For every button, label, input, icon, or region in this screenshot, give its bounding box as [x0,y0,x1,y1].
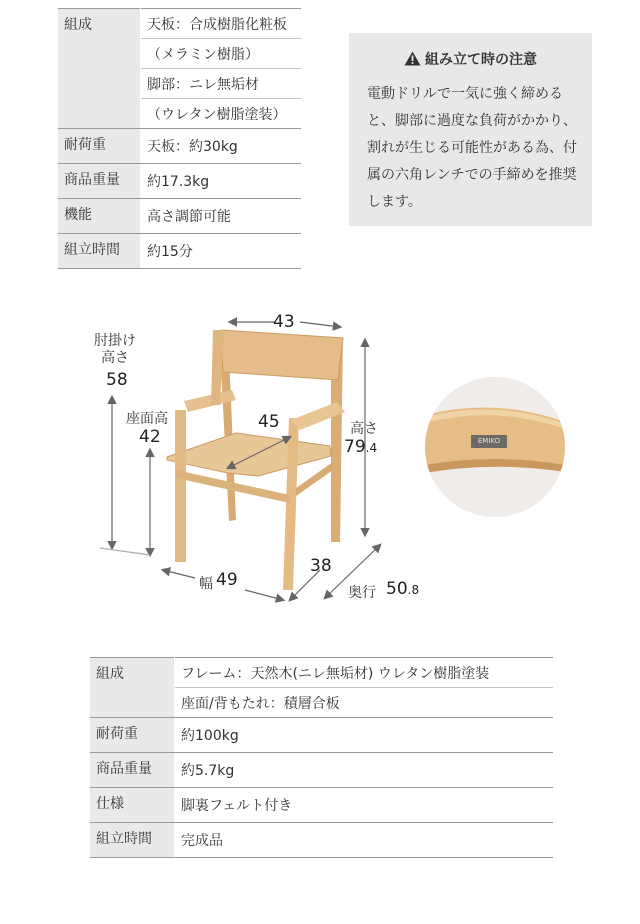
spec-value: （メラミン樹脂） [141,39,302,69]
back-width-value: 43 [273,312,295,332]
armrest-height-label: 肘掛け 高さ [94,333,136,366]
table-row [58,9,301,39]
side-depth-value: 38 [310,556,332,576]
spec-value: 脚裏フェルト付き [175,788,554,823]
width-right-line [245,590,283,600]
armrest-height-value: 58 [106,370,128,390]
table-row [90,718,553,753]
table-row [58,199,301,234]
table-row [58,234,301,269]
chair-illustration [167,330,345,590]
width-label: 幅 [199,576,213,592]
spec-label: 商品重量 [90,753,175,788]
spec-label: 組立時間 [90,823,175,858]
logo-plate: EMIKO [477,437,501,445]
spec-label: 組成 [90,658,175,718]
spec-value: 約100kg [175,718,554,753]
spec-label: 組立時間 [58,234,141,269]
warning-icon [404,51,421,66]
spec-value: 脚部：ニレ無垢材 [141,69,302,99]
spec-label: 機能 [58,199,141,234]
spec-label: 組成 [58,9,141,129]
spec-table-top [58,8,301,269]
spec-value: フレーム：天然木(ニレ無垢材) ウレタン樹脂塗装 [175,658,554,688]
spec-value: （ウレタン樹脂塗装） [141,99,302,129]
back-width-right-line [300,322,340,327]
height-label: 高さ [350,421,378,437]
depth-value [386,579,419,599]
width-value: 49 [216,570,238,590]
table-row [90,823,553,858]
notice-title-text: 組み立て時の注意 [425,52,537,68]
table-row [58,129,301,164]
spec-label: 耐荷重 [58,129,141,164]
spec-label: 商品重量 [58,164,141,199]
spec-value: 天板：約30kg [141,129,302,164]
height-value [344,437,377,457]
depth-value-decimal: .8 [407,583,420,597]
seat-height-value: 42 [139,427,161,447]
spec-value: 高さ調節可能 [141,199,302,234]
table-row [90,658,553,688]
depth-value-main: 50 [386,579,408,599]
spec-table-bottom [90,657,553,858]
table-row [90,753,553,788]
logo-detail-photo [425,377,565,517]
spec-value: 座面/背もたれ：積層合板 [175,688,554,718]
assembly-notice [349,33,592,226]
spec-label: 耐荷重 [90,718,175,753]
spec-value: 約5.7kg [175,753,554,788]
table-row [58,164,301,199]
floor-guide-line [100,548,150,555]
notice-body: 電動ドリルで一気に強く締めると、脚部に過度な負荷がかかり、割れが生じる可能性がある為、付属の六角レンチでの手締めを推奨します。 [367,86,577,210]
spec-label: 仕様 [90,788,175,823]
depth-label: 奥行 [348,585,376,601]
spec-value: 天板：合成樹脂化粧板 [141,9,302,39]
spec-value: 約15分 [141,234,302,269]
spec-value: 完成品 [175,823,554,858]
height-value-decimal: .4 [365,441,378,455]
seat-depth-value: 45 [258,412,280,432]
height-value-main: 79 [344,437,366,457]
spec-value: 約17.3kg [141,164,302,199]
notice-title [349,49,592,69]
seat-height-label: 座面高 [126,411,168,427]
table-row [90,788,553,823]
width-left-line [163,570,195,578]
